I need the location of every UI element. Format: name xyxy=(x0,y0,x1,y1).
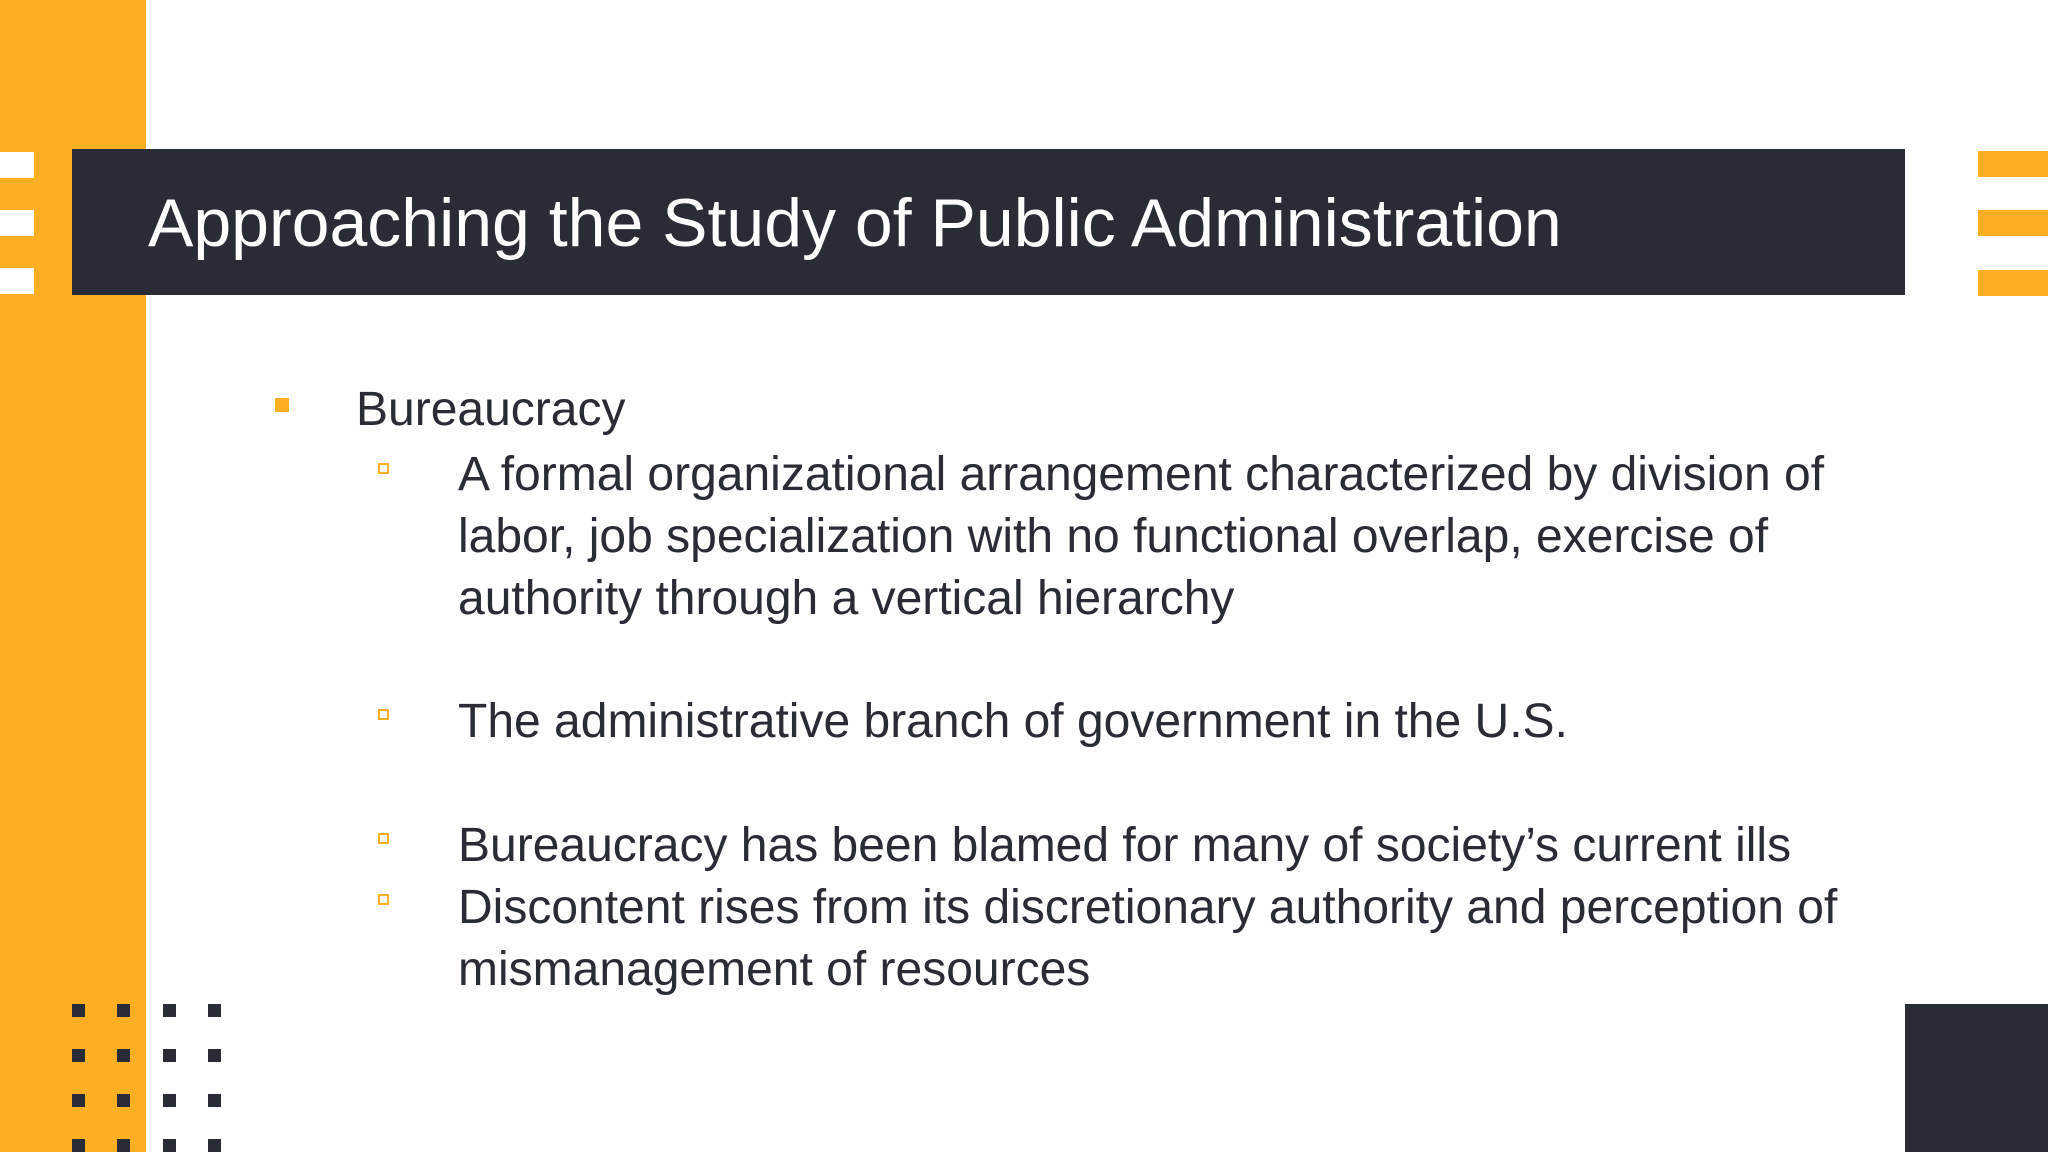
dot xyxy=(117,1094,130,1107)
dot xyxy=(72,1094,85,1107)
left-notch-decoration xyxy=(0,210,34,236)
right-dash-decoration xyxy=(1978,270,2048,296)
sub-bullet-text: Discontent rises from its discretionary authority and perception of mismanagement of resources xyxy=(458,881,1838,996)
sub-bullet-text: A formal organizational arrangement characterized by division of labor, job specialization with no functional overlap, exercise of authority through a vertical hierarchy xyxy=(458,448,1825,625)
dot xyxy=(208,1139,221,1152)
hollow-square-bullet-icon xyxy=(378,894,389,905)
hollow-square-bullet-icon xyxy=(378,833,389,844)
dot xyxy=(208,1049,221,1062)
left-notch-decoration xyxy=(0,268,34,294)
dot xyxy=(72,1139,85,1152)
dot xyxy=(208,1004,221,1017)
title-bar xyxy=(72,149,1905,295)
dot xyxy=(117,1139,130,1152)
dot xyxy=(163,1139,176,1152)
right-dash-decoration xyxy=(1978,210,2048,236)
bullet-heading: Bureaucracy xyxy=(356,383,626,436)
dot xyxy=(163,1004,176,1017)
right-dash-decoration xyxy=(1978,151,2048,177)
sub-bullet-text: The administrative branch of government in the U.S. xyxy=(458,695,1568,748)
hollow-square-bullet-icon xyxy=(378,709,389,720)
dot xyxy=(208,1094,221,1107)
dot xyxy=(72,1004,85,1017)
square-bullet-icon xyxy=(275,398,289,412)
hollow-square-bullet-icon xyxy=(378,463,389,474)
dot xyxy=(117,1049,130,1062)
sub-bullet-text: Bureaucracy has been blamed for many of society’s current ills xyxy=(458,819,1792,872)
dot xyxy=(163,1094,176,1107)
corner-block-decoration xyxy=(1905,1004,2048,1152)
dot xyxy=(117,1004,130,1017)
dot xyxy=(163,1049,176,1062)
slide-title: Approaching the Study of Public Administration xyxy=(148,185,1562,261)
left-notch-decoration xyxy=(0,152,34,178)
dot xyxy=(72,1049,85,1062)
